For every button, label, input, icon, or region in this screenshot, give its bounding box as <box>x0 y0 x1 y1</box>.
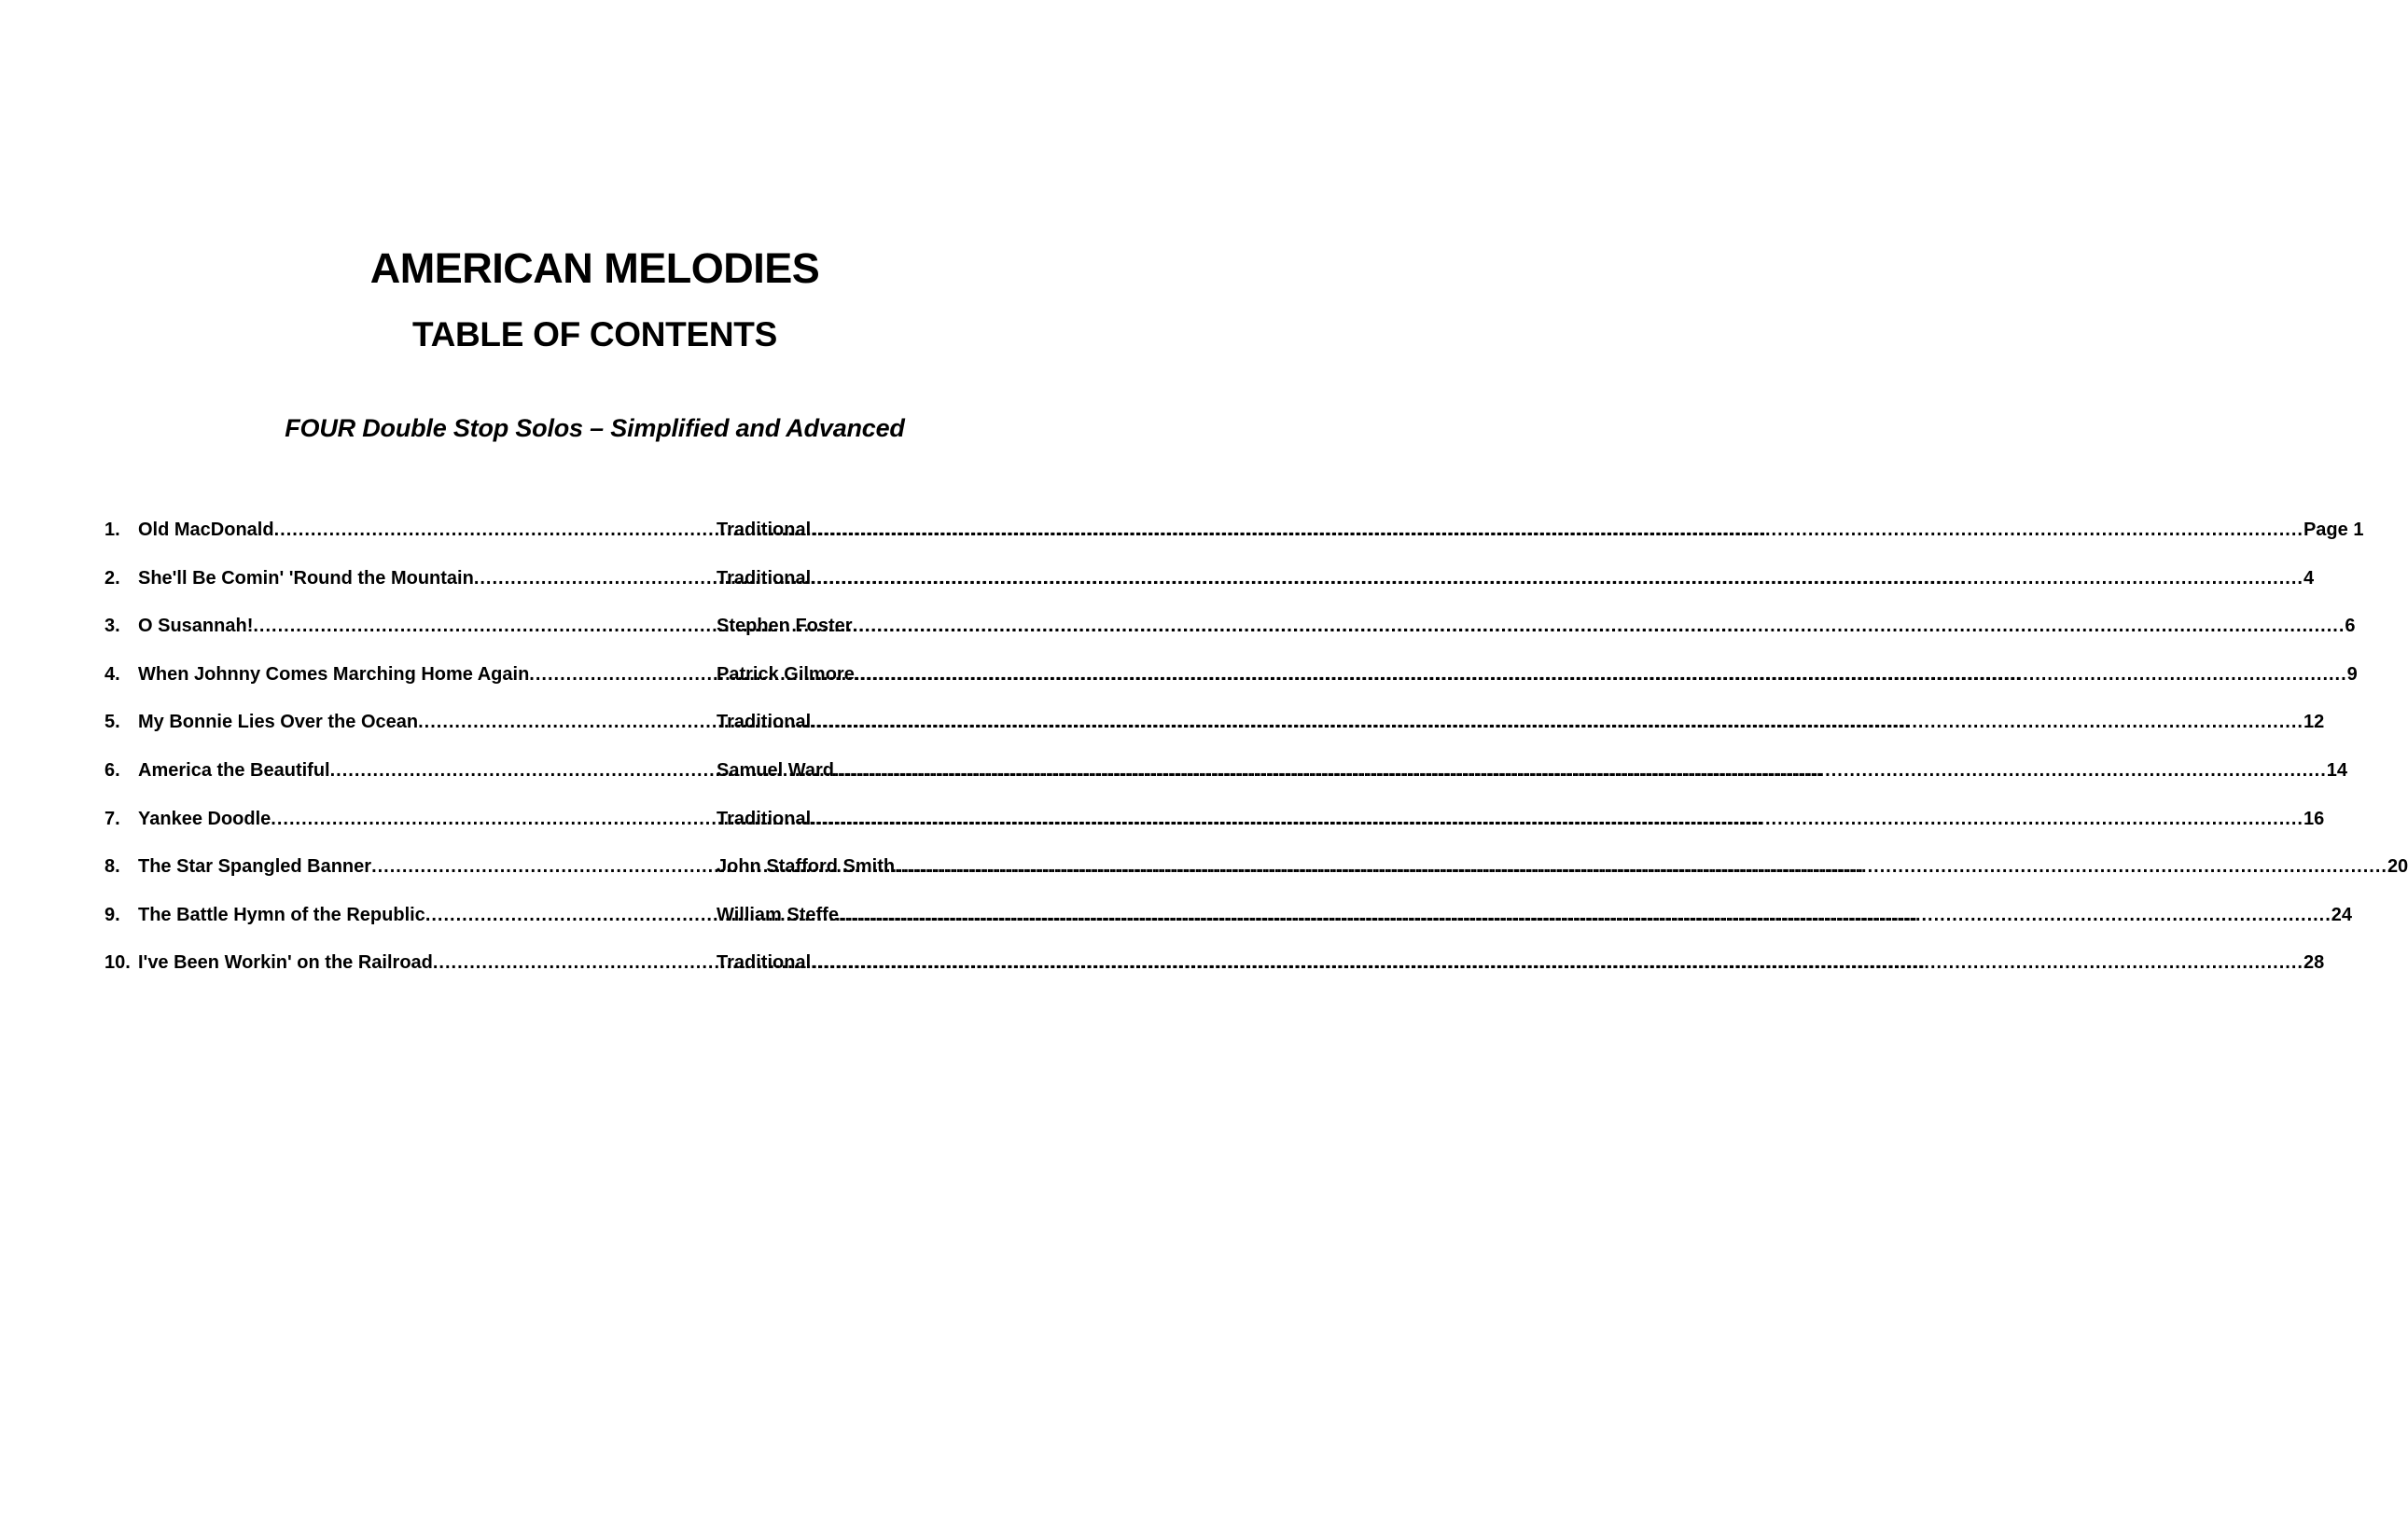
toc-entry-composer: William Steffe <box>717 904 839 925</box>
dot-leader <box>853 615 2345 637</box>
toc-entry <box>104 663 2358 712</box>
toc-entry-composer: Traditional <box>717 712 812 733</box>
toc-entry-composer: Stephen Foster <box>717 616 853 637</box>
toc-entry <box>104 519 2364 567</box>
toc-entry <box>104 951 2325 1000</box>
toc-entry-page: 24 <box>2331 904 2353 925</box>
toc-entry-number: 8. <box>104 856 120 878</box>
toc-entry-number: 1. <box>104 520 120 540</box>
toc-entry-composer: Traditional <box>717 567 812 589</box>
toc-entry-number: 5. <box>104 712 120 733</box>
toc-entry-number: 10. <box>104 952 131 974</box>
toc-entry-song: My Bonnie Lies Over the Ocean <box>138 712 419 733</box>
toc-entry-number: 7. <box>104 808 120 829</box>
document-subtitle: TABLE OF CONTENTS <box>412 315 777 354</box>
table-of-contents <box>104 519 2408 1000</box>
dot-leader <box>839 904 2331 926</box>
toc-entry-song: The Battle Hymn of the Republic <box>138 904 425 925</box>
dot-leader <box>811 519 2304 541</box>
document-tagline: FOUR Double Stop Solos – Simplified and Advanced <box>285 414 905 442</box>
toc-entry <box>104 808 2325 856</box>
document-title: AMERICAN MELODIES <box>369 244 820 292</box>
toc-entry-song: She'll Be Comin' 'Round the Mountain <box>138 567 474 589</box>
toc-entry <box>104 711 2325 759</box>
dot-leader <box>834 759 2327 782</box>
toc-entry-page: 4 <box>2303 567 2315 589</box>
toc-entry-composer: Traditional <box>717 520 812 540</box>
toc-entry-page: 28 <box>2303 952 2325 974</box>
toc-entry-composer: Patrick Gilmore <box>717 663 855 685</box>
toc-entry-composer: Samuel Ward <box>717 759 834 781</box>
toc-entry-number: 4. <box>104 663 120 685</box>
toc-entry <box>104 855 2408 904</box>
toc-entry-page: 9 <box>2346 663 2358 685</box>
toc-entry <box>104 567 2315 616</box>
toc-entry-song: The Star Spangled Banner <box>138 856 372 878</box>
toc-entry-number: 6. <box>104 759 120 781</box>
toc-entry-song: When Johnny Comes Marching Home Again <box>138 663 530 685</box>
toc-entry-song: Yankee Doodle <box>138 808 271 829</box>
toc-entry <box>104 904 2353 952</box>
dot-leader <box>811 951 2304 974</box>
toc-entry-page: 6 <box>2345 616 2356 637</box>
toc-entry-composer: John Stafford Smith <box>717 856 896 878</box>
toc-entry-song: Old MacDonald <box>138 520 274 540</box>
dot-leader <box>895 855 2387 878</box>
dot-leader <box>855 663 2347 686</box>
toc-entry-song: O Susannah! <box>138 616 254 637</box>
toc-entry-page: 14 <box>2326 759 2348 781</box>
toc-entry-composer: Traditional <box>717 952 812 974</box>
toc-entry-song: I've Been Workin' on the Railroad <box>138 952 433 974</box>
toc-entry-number: 2. <box>104 567 120 589</box>
toc-entry-page: 20 <box>2387 856 2408 878</box>
toc-entry-number: 3. <box>104 616 120 637</box>
toc-entry-page: 12 <box>2303 712 2325 733</box>
toc-entry-song: America the Beautiful <box>138 759 330 781</box>
dot-leader <box>811 808 2304 830</box>
toc-entry <box>104 615 2356 663</box>
toc-entry-page: 16 <box>2303 808 2325 829</box>
toc-entry <box>104 759 2348 808</box>
dot-leader <box>811 711 2304 733</box>
toc-entry-composer: Traditional <box>717 808 812 829</box>
toc-entry-number: 9. <box>104 904 120 925</box>
toc-entry-page: Page 1 <box>2303 520 2364 540</box>
dot-leader <box>811 567 2304 589</box>
